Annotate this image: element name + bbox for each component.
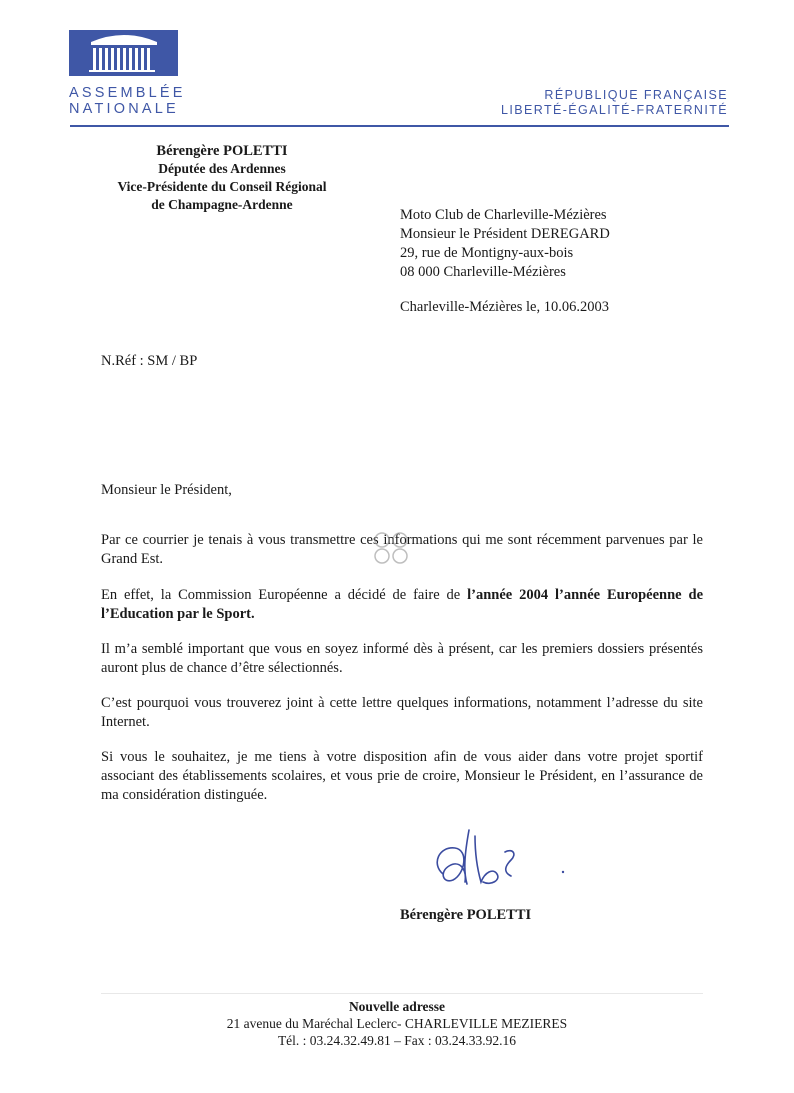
republic-motto: LIBERTÉ-ÉGALITÉ-FRATERNITÉ (501, 103, 728, 117)
paragraph-4: C’est pourquoi vous trouverez joint à cette lettre quelques informations, notamment l’adresse du site Internet. (101, 695, 703, 730)
signer-name: Bérengère POLETTI (400, 907, 532, 923)
footer-address: 21 avenue du Maréchal Leclerc- CHARLEVILLE MEZIERES (226, 1016, 568, 1031)
recipient-line-3: 29, rue de Montigny-aux-bois (400, 245, 574, 261)
republic-line1: RÉPUBLIQUE FRANÇAISE (544, 88, 728, 102)
paragraph-5: Si vous le souhaitez, je me tiens à votre disposition afin de vous aider dans votre projet sportif associant des établissements scolaires, et vous prie de croire, Monsieur le Président, en l’assurance de ma considération distinguée. (101, 749, 703, 803)
recipient-line-4: 08 000 Charleville-Mézières (400, 264, 566, 280)
logo-text-line1: ASSEMBLÉE (69, 85, 186, 101)
sender-block (102, 142, 342, 214)
sender-title-2: Vice-Présidente du Conseil Régional (117, 179, 327, 194)
footer-title: Nouvelle adresse (348, 999, 446, 1014)
paragraph-3: Il m’a semblé important que vous en soyez informé dès à présent, car les premiers dossiers présentés auront plus de chance d’être sélectionnés. (101, 641, 703, 676)
letter-date: Charleville-Mézières le, 10.06.2003 (400, 299, 609, 315)
ink-stamp-mark (360, 528, 424, 568)
salutation: Monsieur le Président, (101, 482, 232, 498)
paragraph-1: Par ce courrier je tenais à vous transmettre ces informations qui me sont récemment parvenues par le Grand Est. (101, 532, 703, 567)
sender-title-3: de Champagne-Ardenne (151, 197, 293, 212)
assemblee-nationale-logo (69, 30, 186, 120)
sender-name: Bérengère POLETTI (156, 143, 288, 159)
recipient-address (400, 206, 610, 282)
recipient-line-1: Moto Club de Charleville-Mézières (400, 207, 607, 223)
logo-emblem (69, 30, 178, 76)
hemicycle-icon (69, 30, 178, 76)
logo-text-line2: NATIONALE (69, 101, 179, 117)
handwritten-signature (425, 822, 565, 902)
paragraph-2-text: En effet, la Commission Européenne a décidé de faire de (101, 587, 468, 603)
paragraph-2-emphasis: l’année 2004 l’année Européenne de l’Education par le Sport. (101, 587, 703, 622)
recipient-line-2: Monsieur le Président DEREGARD (400, 226, 610, 242)
reference: N.Réf : SM / BP (101, 353, 198, 369)
footer-contact: Tél. : 03.24.32.49.81 – Fax : 03.24.33.92.16 (277, 1033, 517, 1048)
header-divider (70, 125, 729, 127)
paragraph-2 (101, 586, 703, 624)
sender-title-1: Députée des Ardennes (158, 161, 286, 176)
footer (0, 998, 794, 1049)
footer-divider (101, 993, 703, 994)
